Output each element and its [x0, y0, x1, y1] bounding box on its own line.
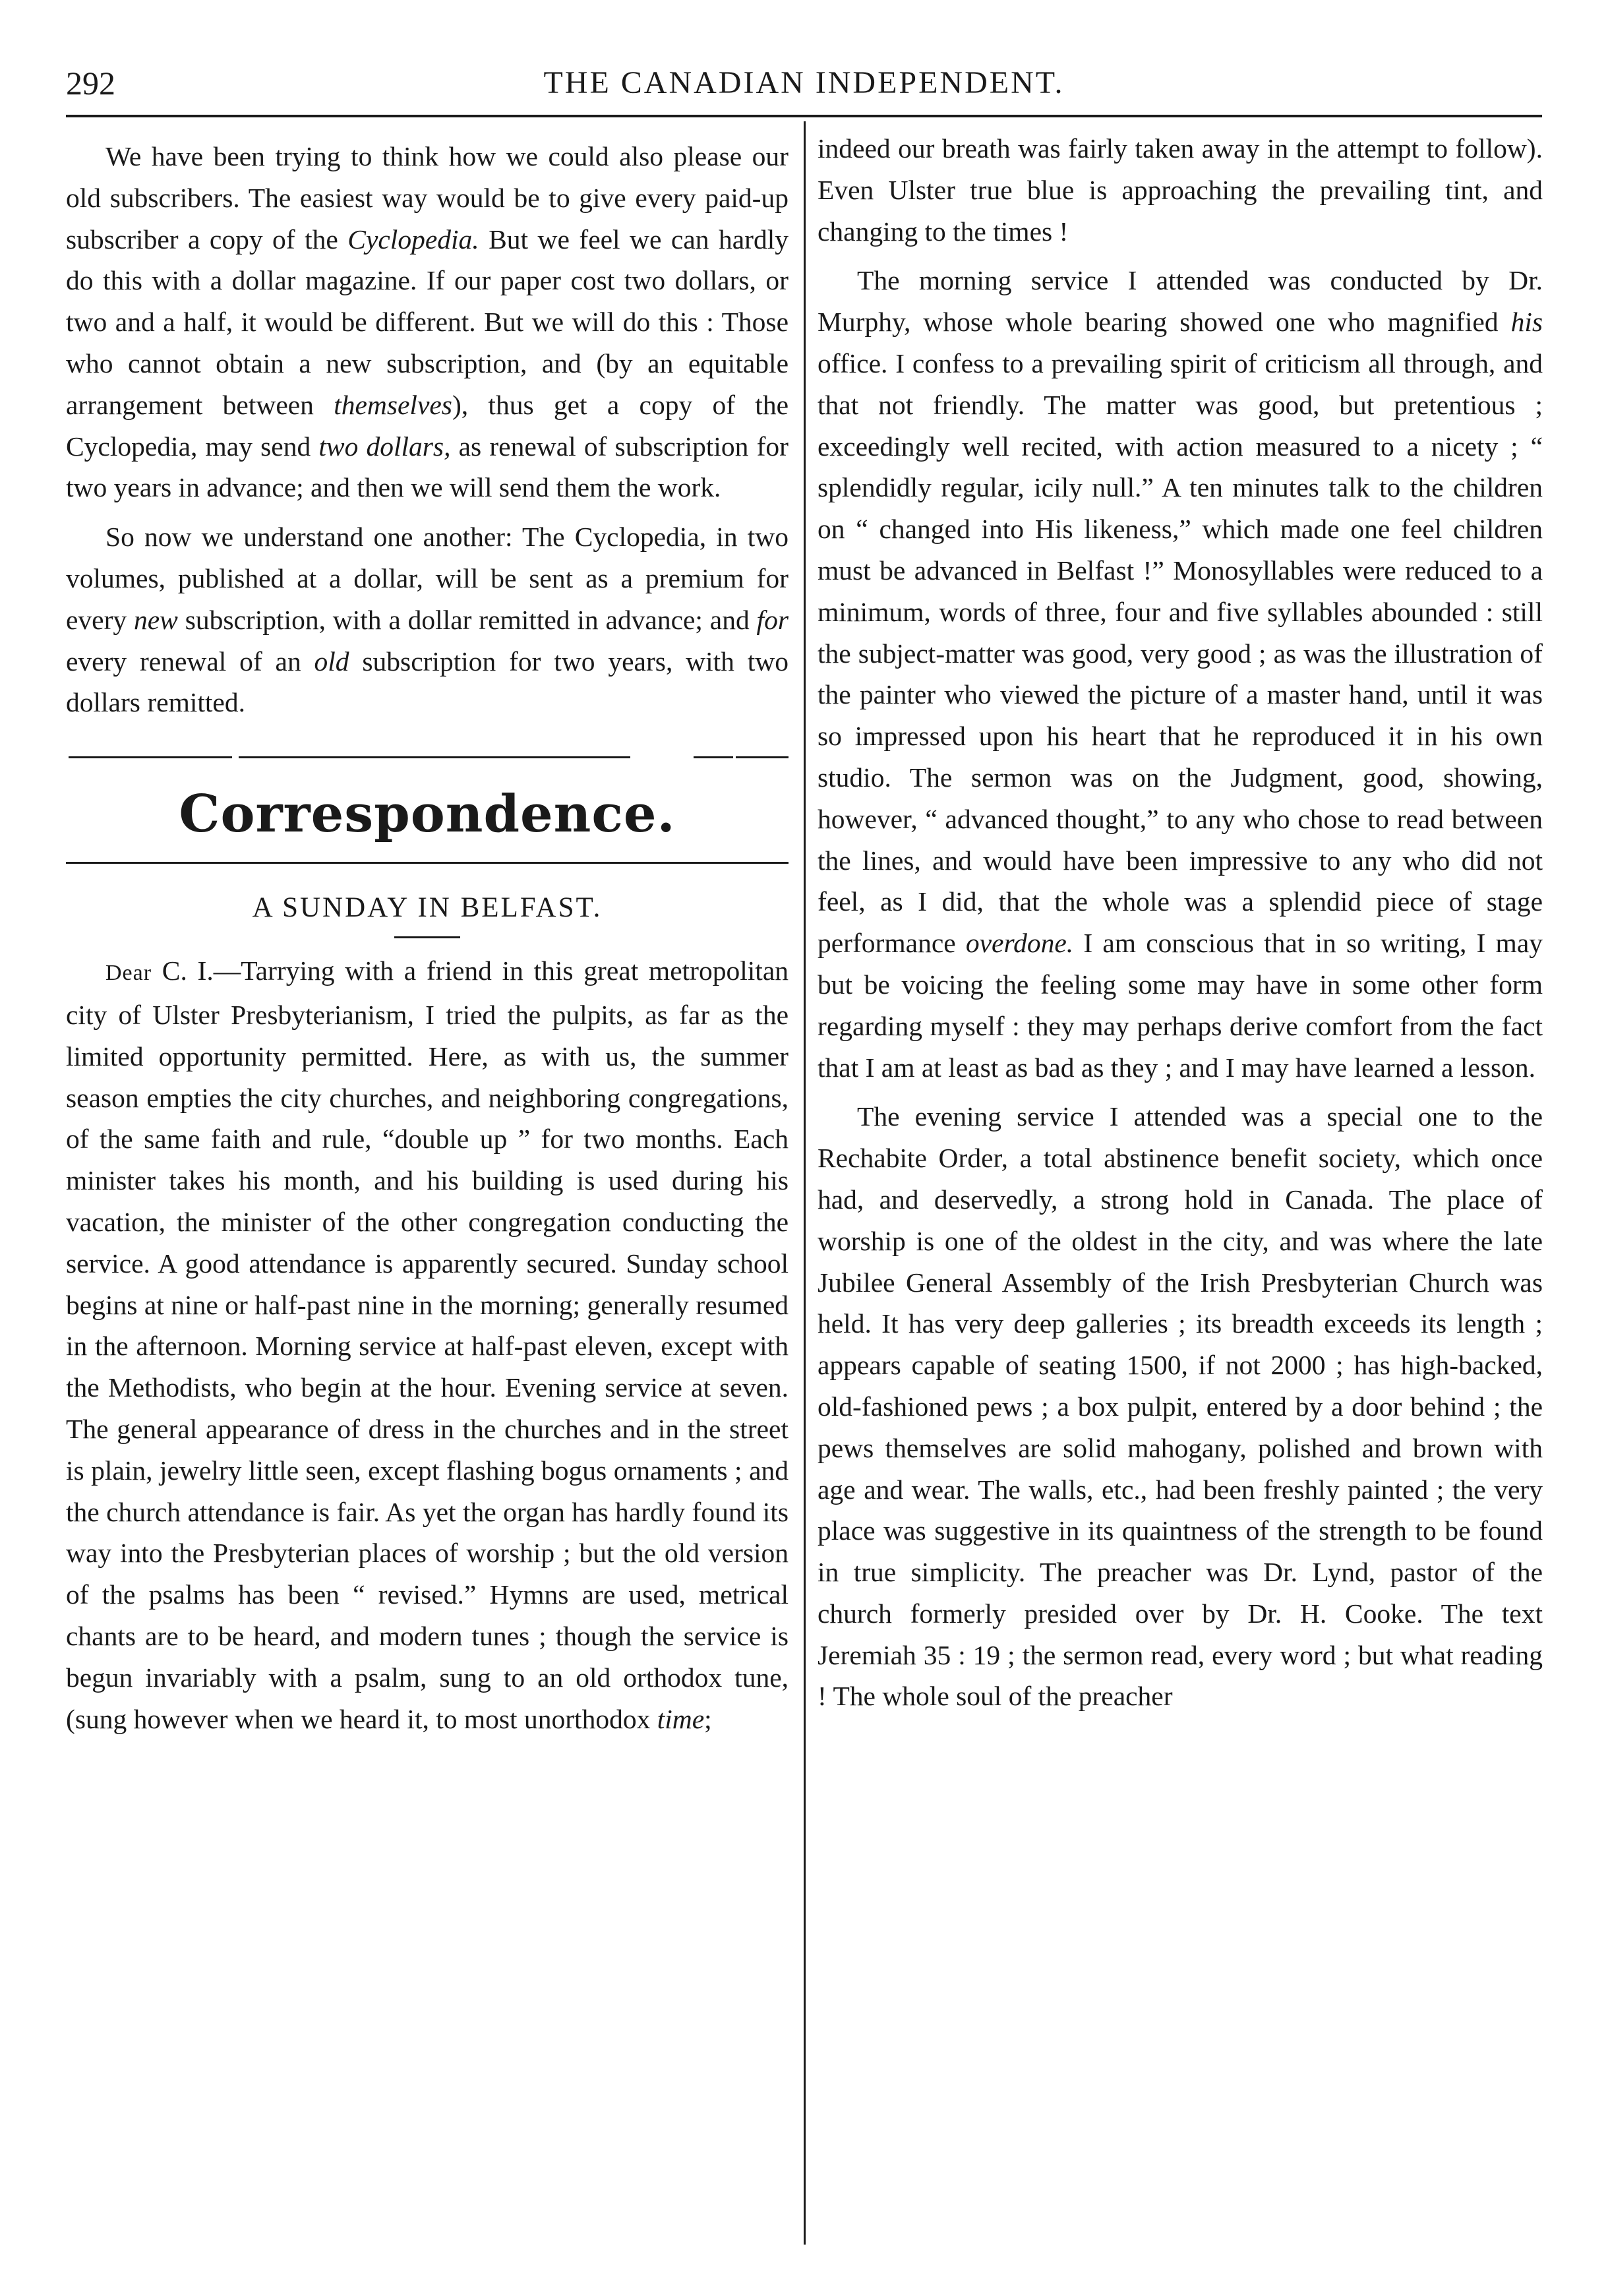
emphasized-text: his [1510, 307, 1543, 338]
section-separator [66, 743, 789, 772]
page-number: 292 [66, 65, 115, 102]
emphasized-text: overdone. [965, 928, 1074, 959]
page-header [66, 57, 1542, 109]
right-column [818, 128, 1543, 1717]
header-rule [66, 115, 1542, 117]
body-text-run: I am conscious that in so writing, I may but be voicing the feeling some may have in some other form regarding myself : they may perhaps derive comfort from the fact that I am at least as bad as they ; and I may have learned a lesson. [818, 928, 1543, 1083]
premium-paragraph [66, 516, 789, 723]
body-text-run: subscription for two years, with two dollars remitted. [66, 646, 789, 718]
emphasized-text: themselves [334, 389, 452, 420]
emphasized-text: two dollars, [318, 431, 451, 462]
section-heading-rule [66, 862, 789, 864]
body-text-run: ), thus get a copy of the Cyclopedia, may send [66, 389, 789, 462]
article-title-rule [394, 936, 460, 938]
body-text-run: The morning service I attended was conducted by Dr. Murphy, whose whole bearing showed one who magnified [818, 265, 1543, 338]
body-text-run: subscription, with a dollar remitted in advance; and [177, 604, 757, 635]
body-text-run: office. I confess to a prevailing spirit of criticism all through, and that not friendly. The matter was good, but pretentious ; exceedingly well recited, with action measured to a nicety ; “ splendidly regular, icily null.” A ten minutes talk to the children on “ changed into His likeness,” which made one feel children must be advanced in Belfast !” Monosyllables were reduced to a minimum, words of three, four and five syllables abounded : still the subject-matter was good, very good ; as was the illustration of the painter who viewed the picture of a master hand, until it was so impressed upon his heart that he reproduced it in his own studio. The sermon was on the Judgment, good, showing, however, “ advanced thought,” to any who chose to read between the lines, and would have been impressive to any who did not feel, as I did, that the whole was a splendid piece of stage performance [818, 347, 1543, 959]
body-text-run: But we feel we can hardly do this with a dollar magazine. If our paper cost two dollars, or two and a half, it would be different. But we will do this : Those who cannot obtain a new subscription, and (by an equitable arrangement between [66, 224, 789, 420]
section-heading: Correspondence. [179, 784, 676, 845]
subscribers-paragraph [66, 136, 789, 508]
emphasized-text: new [134, 604, 178, 635]
emphasized-text: old [314, 646, 349, 677]
letter-body-tail: ; [704, 1703, 712, 1734]
salutation: Dear [105, 961, 152, 986]
column-divider [804, 121, 806, 2245]
evening-service-paragraph: The evening service I attended was a special one to the Rechabite Order, a total abstinence benefit society, which once had, and deservedly, a strong hold in Canada. The place of worship is one of the oldest in the city, and was where the late Jubilee General Assembly of the Irish Presbyterian Church was held. It has very deep galleries ; its breadth exceeds its length ; appears capable of seating 1500, if not 2000 ; has high-backed, old-fashioned pews ; a box pulpit, entered by a door behind ; the pews themselves are solid mahogany, polished and brown with age and wear. The walls, etc., had been freshly painted ; the very place was suggestive in its quaintness of the strength to be found in true simplicity. The preacher was Dr. Lynd, pastor of the church formerly presided over by Dr. H. Cooke. The text Jeremiah 35 : 19 ; the sermon read, every word ; but what reading ! The whole soul of the preacher [818, 1101, 1543, 1712]
morning-service-paragraph [818, 260, 1543, 1088]
body-text-run: So now we understand one another: The Cyclopedia, in two volumes, published at a dollar, will be sent as a premium for every [66, 522, 789, 635]
letter-opening-paragraph [66, 950, 789, 1739]
body-text-run: We have been trying to think how we could also please our old subscribers. The easiest way would be to give every paid-up subscriber a copy of the [66, 141, 789, 255]
left-column [66, 128, 789, 1739]
body-text-run: as renewal of subscription for two years in advance; and then we will send them the work. [66, 431, 789, 503]
letter-body-text: C. I.—Tarrying with a friend in this great metropolitan city of Ulster Presbyterianism, I tried the pulpits, as far as the limited opportunity permitted. Here, as with us, the summer season empties the city churches, and neighboring congregations, of the same faith and rule, “double up ” for two months. Each minister takes his month, and his building is used during his vacation, the minister of the other congregation conducting the service. A good attendance is apparently secured. Sunday school begins at nine or half-past nine in the morning; generally resumed in the afternoon. Morning service at half-past eleven, except with the Methodists, who begin at the hour. Evening service at seven. The general appearance of dress in the churches and in the street is plain, jewelry little seen, except flashing bogus ornaments ; and the church attendance is fair. As yet the organ has hardly found its way into the Presbyterian places of worship ; but the old version of the psalms has been “ revised.” Hymns are used, metrical chants are to be heard, and modern tunes ; though the service is begun invariably with a psalm, sung to an old orthodox tune, (sung however when we heard it, to most unorthodox [66, 955, 789, 1734]
continued-paragraph: indeed our breath was fairly taken away in the attempt to follow). Even Ulster true blue is approaching the prevailing tint, and changing to the times ! [818, 133, 1543, 247]
emphasized-word: time [657, 1703, 705, 1734]
running-head: THE CANADIAN INDEPENDENT. [543, 65, 1065, 100]
emphasized-text: for [756, 604, 789, 635]
article-title: A SUNDAY IN BELFAST. [252, 892, 603, 924]
emphasized-text: Cyclopedia. [347, 224, 479, 255]
body-text-run: every renewal of an [66, 646, 314, 677]
